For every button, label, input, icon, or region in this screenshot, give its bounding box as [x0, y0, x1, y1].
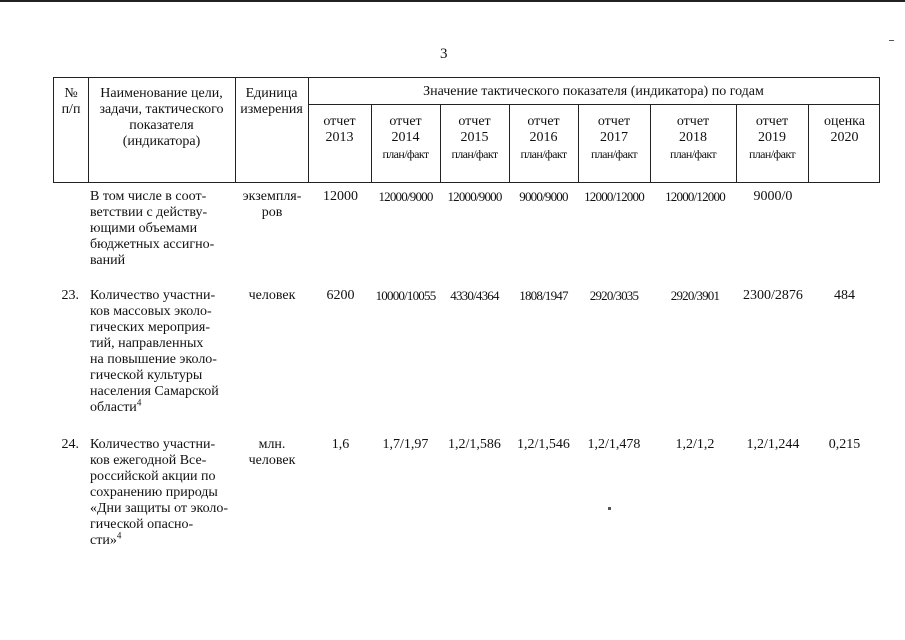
- value-2013: 6200: [326, 288, 355, 303]
- value-2018: 12000/12000: [665, 189, 725, 204]
- value-2019: 1,2/1,244: [746, 437, 800, 452]
- value-2020: 0,215: [828, 437, 861, 452]
- value-2018: 1,2/1,2: [675, 437, 715, 452]
- header-year-2017: отчет 2017 план/факт: [590, 114, 638, 161]
- header-year-2015: отчет 2015 план/факт: [451, 114, 498, 161]
- value-2019: 2300/2876: [743, 288, 803, 303]
- row-number: 23.: [61, 288, 79, 303]
- value-2014: 1,7/1,97: [382, 437, 429, 452]
- row-unit: млн. человек: [248, 437, 296, 468]
- header-col-unit: Единица измерения: [240, 86, 303, 117]
- value-2013: 12000: [323, 189, 358, 204]
- value-2016: 9000/9000: [519, 189, 568, 204]
- value-2015: 1,2/1,586: [448, 437, 501, 452]
- value-2017: 2920/3035: [589, 288, 639, 303]
- header-col-number: № п/п: [61, 86, 81, 117]
- value-2015: 4330/4364: [450, 288, 499, 303]
- footnote-ref: 4: [136, 397, 142, 408]
- row-unit: экземпля- ров: [242, 189, 302, 220]
- value-2017: 1,2/1,478: [587, 437, 641, 452]
- value-2013: 1,6: [331, 437, 350, 452]
- value-2015: 12000/9000: [447, 189, 502, 204]
- value-2020: 484: [834, 288, 855, 303]
- row-name: В том числе в соот- ветствии с действу- ющими объемами бюджетных ассигно- ваний: [90, 189, 215, 268]
- row-name: Количество участни- ков массовых эколо- гических мероприя- тий, направленных на повышение эколо- гической культуры населения Самарской области$^4$: [90, 288, 219, 415]
- header-year-2019: отчет 2019 план/факт: [748, 114, 796, 161]
- header-year-2016: отчет 2016 план/факт: [520, 114, 567, 161]
- header-year-2020: оценка 2020: [823, 114, 865, 145]
- header-year-2014: отчет 2014 план/факт: [382, 114, 429, 161]
- header-group-title: Значение тактического показателя (индикатора) по годам: [423, 84, 764, 99]
- scan-top-border: [0, 0, 905, 2]
- value-2016: 1,2/1,546: [517, 437, 570, 452]
- value-2016: 1808/1947: [519, 288, 568, 303]
- value-2014: 12000/9000: [378, 189, 433, 204]
- value-2019: 9000/0: [753, 189, 793, 204]
- row-name: Количество участни- ков ежегодной Все- российской акции по сохранению природы «Дни защиты от эколо- гической опасно- сти»$^4$: [90, 437, 229, 548]
- page-number: 3: [440, 46, 448, 62]
- scan-speck: [889, 40, 894, 41]
- row-unit: человек: [248, 288, 296, 303]
- row-number: 24.: [61, 437, 79, 452]
- header-col-name: Наименование цели, задачи, тактического показателя (индикатора): [99, 86, 224, 149]
- value-2018: 2920/3901: [670, 288, 720, 303]
- table-header: [53, 77, 880, 183]
- value-2017: 12000/12000: [584, 189, 644, 204]
- header-year-2013: отчет 2013: [323, 114, 356, 145]
- value-2014: 10000/10055: [375, 288, 436, 303]
- header-year-2018: отчет 2018 план/факт: [669, 114, 717, 161]
- footnote-ref: 4: [116, 530, 122, 541]
- scan-speck: [608, 507, 611, 510]
